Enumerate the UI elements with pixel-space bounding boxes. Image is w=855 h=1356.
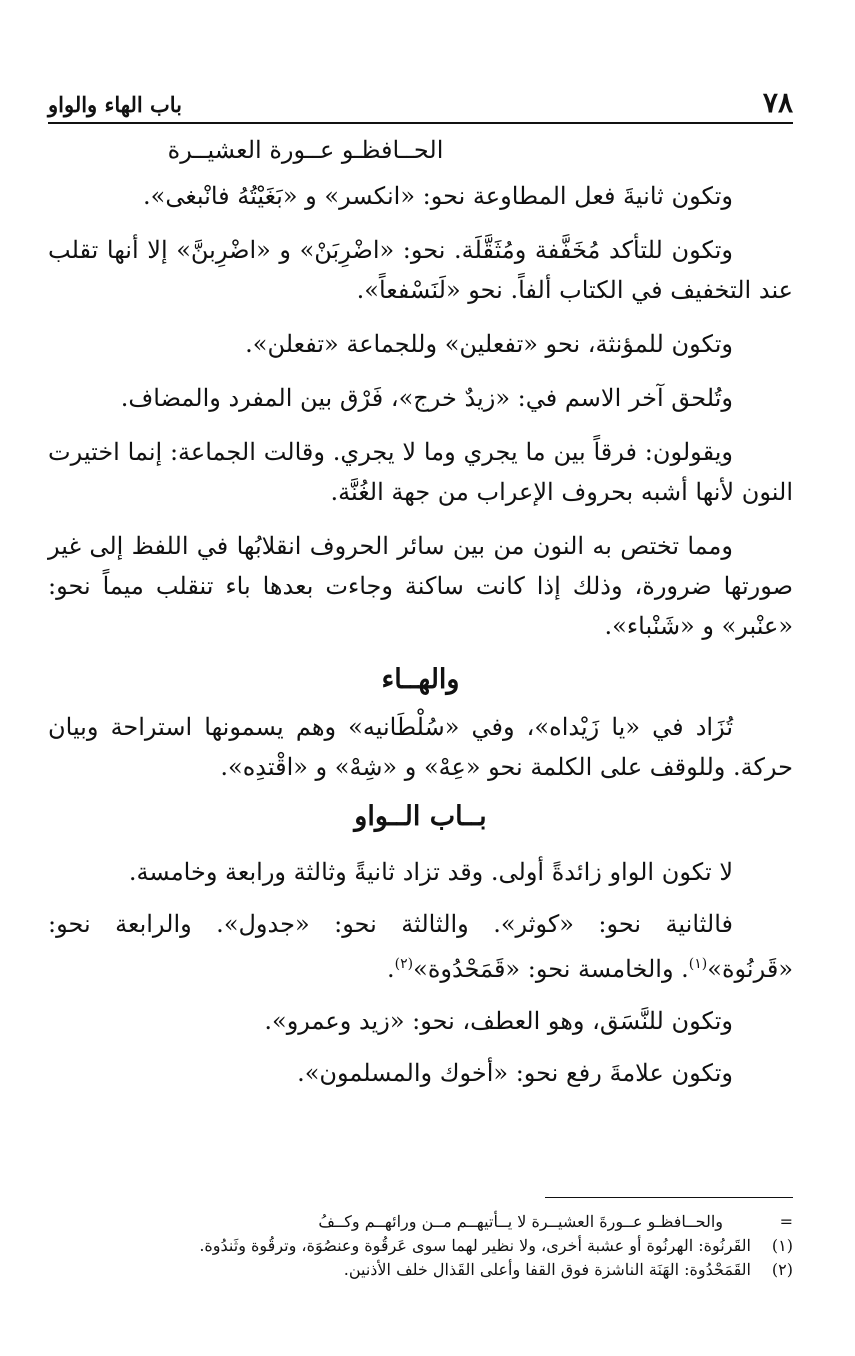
footnote-2-mark: (٢)	[771, 1260, 793, 1279]
page-body	[48, 132, 793, 1105]
paragraph: وتكون للمؤنثة، نحو «تفعلين» وللجماعة «تفعلن».	[245, 330, 733, 358]
footnote-ref-1: (١)	[688, 956, 708, 972]
paragraph: وتكون للتأكد مُخَفَّفة ومُثَقَّلَة. نحو: «اضْرِبَنْ» و «اضْرِبنَّ» إلا أنها تقلب عند التخفيف في الكتاب ألفاً. نحو «لَنَسْفعاً».	[48, 236, 793, 304]
footnotes	[48, 1210, 793, 1282]
paragraph-with-footnote-refs	[48, 904, 793, 989]
footnote-1-text: القَرنُوة: الهرنُوة أو عشبة أخرى، ولا نظير لهما سوى عَرقُوة وعنصُوَة، وترقُوة وثَندُوة.	[199, 1236, 751, 1255]
footnote-divider	[545, 1197, 793, 1198]
page-number: ٧٨	[762, 86, 793, 119]
paragraph-text: . والخامسة نحو: «قَمَحْدُوة»	[413, 955, 689, 983]
paragraph-text: فالثانية نحو: «كوثر». والثالثة نحو: «جدول». والرابعة نحو: «قَرنُوة»	[48, 910, 793, 983]
paragraph: ومما تختص به النون من بين سائر الحروف انقلابُها في اللفظ إلى غير صورتها ضرورة، وذلك إذا كانت ساكنة وجاءت بعدها باء تنقلب ميماً نحو: «عنْبر» و «شَنْباء».	[48, 532, 793, 640]
paragraph: وتكون ثانيةَ فعل المطاوعة نحو: «انكسر» و «بَغَيْتُهُ فانْبغى».	[143, 182, 733, 210]
page-header	[48, 82, 793, 124]
paragraph: ويقولون: فرقاً بين ما يجري وما لا يجري. وقالت الجماعة: إنما اختيرت النون لأنها أشبه بحروف الإعراب من جهة الغُنَّة.	[48, 438, 793, 506]
chapter-heading-waw: بــاب الــواو	[354, 801, 487, 832]
paragraph: وتكون للنَّسَق، وهو العطف، نحو: «زيد وعمرو».	[264, 1007, 733, 1035]
footnote-verse: والحــافظـو عــورةَ العشيــرة لا يــأتيهــم مــن ورائهــم وكــفُ	[318, 1212, 723, 1231]
paragraph: تُزَاد في «يا زَيْداه»، وفي «سُلْطَانيه» وهم يسمونها استراحة وبيان حركة. وللوقف على الكلمة نحو «عِهْ» و «شِهْ» و «اقْتدِه».	[48, 713, 793, 781]
footnote-2	[48, 1258, 793, 1282]
continuation-mark: =	[779, 1212, 793, 1231]
footnote-2-text: القَمَحْدُوة: الهَنَة الناشزة فوق القفا وأعلى القَذال خلف الأذنين.	[343, 1260, 751, 1279]
section-heading-ha: والهــاء	[381, 664, 460, 695]
paragraph: لا تكون الواو زائدةً أولى. وقد تزاد ثانيةً وثالثة ورابعة وخامسة.	[128, 858, 733, 886]
footnote-1	[48, 1234, 793, 1258]
running-title: باب الهاء والواو	[48, 92, 183, 117]
footnote-1-mark: (١)	[771, 1236, 793, 1255]
footnote-ref-2: (٢)	[394, 956, 414, 972]
paragraph: وتُلحق آخر الاسم في: «زيدٌ خرج»، فَرْق بين المفرد والمضاف.	[120, 384, 733, 412]
footnote-continuation	[48, 1210, 793, 1234]
paragraph-text: .	[387, 955, 395, 983]
paragraph: وتكون علامةَ رفع نحو: «أخوك والمسلمون».	[297, 1059, 733, 1087]
poetry-verse: الحــافظـو عــورة العشيــرة	[167, 136, 444, 164]
